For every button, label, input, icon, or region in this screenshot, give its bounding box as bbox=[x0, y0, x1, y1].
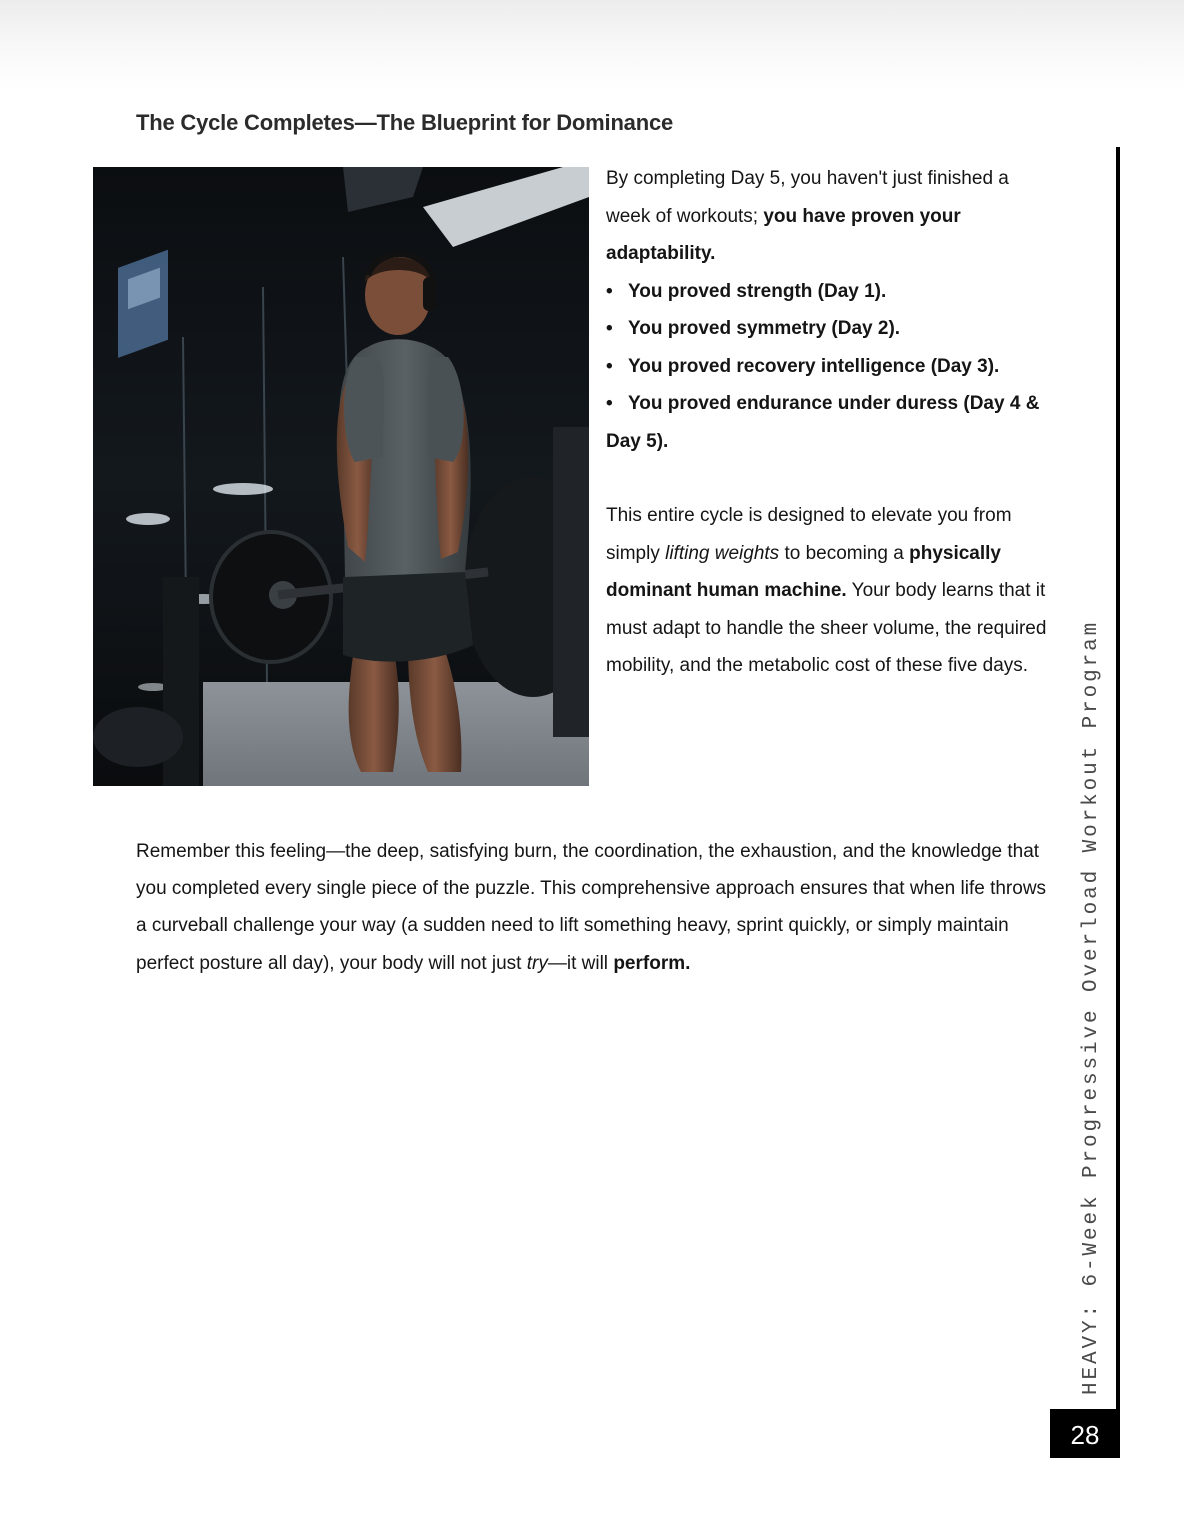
list-item: • You proved symmetry (Day 2). bbox=[606, 310, 1051, 348]
cycle-bold: physically dominant human machine. bbox=[606, 542, 1001, 601]
photo-athlete-barbell bbox=[93, 167, 589, 786]
photo-illustration bbox=[93, 167, 589, 786]
intro-column bbox=[606, 160, 1051, 685]
closing-italic: try bbox=[526, 952, 548, 974]
side-program-label: HEAVY: 6-Week Progressive Overload Workout Program bbox=[1080, 619, 1103, 1395]
cycle-italic: lifting weights bbox=[665, 542, 780, 564]
cycle-text-2: to becoming a bbox=[779, 542, 910, 564]
closing-paragraph bbox=[136, 833, 1056, 982]
cycle-text-3: Your body learns that it must adapt to handle the sheer volume, the required mobility, and the metabolic cost of these five days. bbox=[606, 580, 1047, 676]
spacer bbox=[606, 460, 1051, 497]
achievements-list bbox=[606, 273, 1051, 461]
closing-text-1: Remember this feeling—the deep, satisfying burn, the coordination, the exhaustion, and the knowledge that you completed every single piece of the puzzle. This comprehensive approach ensures that when life throws a curveball challenge your way (a sudden need to lift something heavy, sprint quickly, or simply maintain perfect posture all day), your body will not just bbox=[136, 841, 1047, 974]
list-item: • You proved strength (Day 1). bbox=[606, 273, 1051, 311]
page-number: 28 bbox=[1050, 1409, 1120, 1458]
cycle-paragraph bbox=[606, 497, 1051, 685]
intro-paragraph bbox=[606, 160, 1051, 273]
intro-text: By completing Day 5, you haven't just finished a week of workouts; bbox=[606, 168, 1009, 227]
intro-bold: you have proven your adaptability. bbox=[606, 205, 961, 264]
closing-bold: perform. bbox=[613, 952, 691, 974]
section-title: The Cycle Completes—The Blueprint for Dominance bbox=[136, 110, 674, 135]
page-top-shade bbox=[0, 0, 1184, 90]
list-item: • You proved recovery intelligence (Day 3). bbox=[606, 348, 1051, 386]
side-rule bbox=[1116, 147, 1120, 1409]
closing-text-2: —it will bbox=[547, 952, 614, 974]
cycle-text-1: This entire cycle is designed to elevate you from simply bbox=[606, 505, 1012, 564]
list-item: • You proved endurance under duress (Day 4 & Day 5). bbox=[606, 385, 1051, 460]
